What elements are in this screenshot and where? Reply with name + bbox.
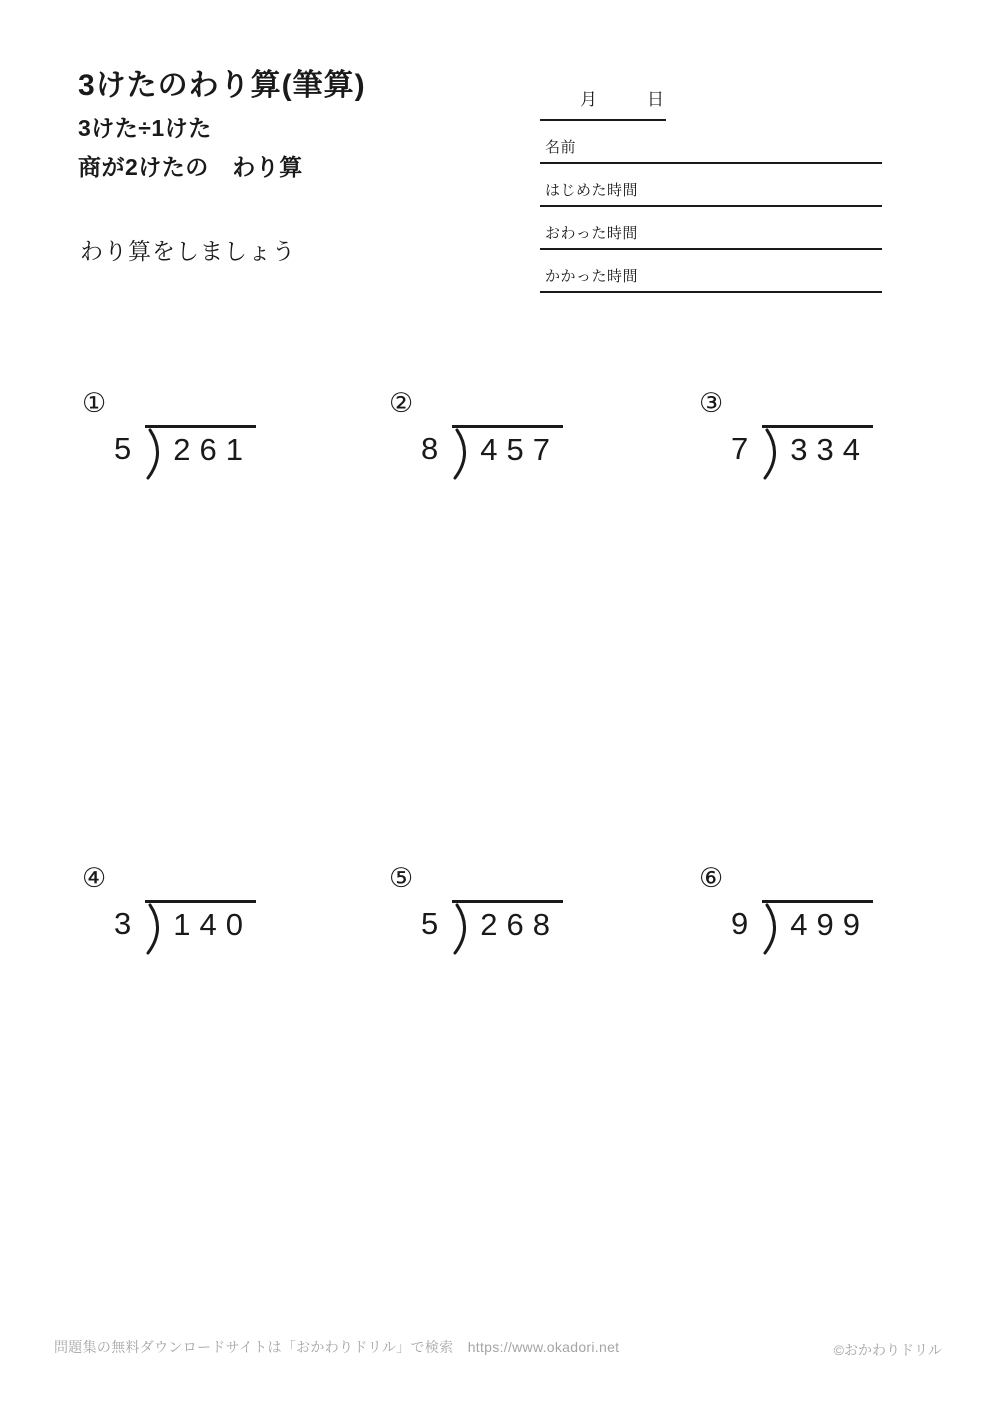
problem-2 [389, 390, 619, 480]
month-label: 月 [580, 90, 597, 109]
subtitle-quotient: 商が2けたの わり算 [78, 153, 303, 180]
division-paren-icon [452, 903, 472, 955]
division-bracket [145, 900, 256, 955]
problem-1 [82, 390, 312, 480]
problem-4-number: ④ [82, 863, 107, 893]
division-paren-icon [145, 428, 165, 480]
problem-4 [82, 865, 312, 955]
footer-site-info: 問題集の無料ダウンロードサイトは「おかわりドリル」で検索 https://www.okadori.net [54, 1339, 620, 1355]
division-bracket [145, 425, 256, 480]
problem-6 [699, 865, 929, 955]
problem-3-divisor: 7 [731, 431, 749, 466]
elapsed-time-label: かかった時間 [545, 268, 639, 285]
division-paren-icon [452, 428, 472, 480]
problem-2-divisor: 8 [421, 431, 439, 466]
problem-5-divisor: 5 [421, 906, 439, 941]
problem-1-dividend: 261 [173, 431, 252, 467]
division-paren-icon [762, 903, 782, 955]
name-time-form [540, 78, 882, 293]
day-label: 日 [647, 90, 664, 109]
problem-1-number: ① [82, 388, 107, 418]
date-field [540, 78, 666, 121]
division-bracket [452, 900, 563, 955]
problem-6-number: ⑥ [699, 863, 724, 893]
problem-5-dividend: 268 [480, 906, 559, 942]
elapsed-time-field [540, 250, 882, 293]
problem-1-expression [114, 425, 312, 480]
problem-2-expression [421, 425, 619, 480]
start-time-field [540, 164, 882, 207]
division-paren-icon [762, 428, 782, 480]
problem-6-divisor: 9 [731, 906, 749, 941]
name-field [540, 121, 882, 164]
problem-3-expression [731, 425, 929, 480]
problem-5 [389, 865, 619, 955]
page-title: 3けたのわり算(筆算) [78, 69, 366, 102]
header [78, 68, 366, 181]
problem-1-divisor: 5 [114, 431, 132, 466]
problem-4-divisor: 3 [114, 906, 132, 941]
problem-3-dividend: 334 [790, 431, 869, 467]
division-bracket [762, 425, 873, 480]
problem-2-number: ② [389, 388, 414, 418]
problem-4-expression [114, 900, 312, 955]
problem-2-dividend: 457 [480, 431, 559, 467]
end-time-field [540, 207, 882, 250]
name-label: 名前 [545, 139, 577, 156]
problem-3 [699, 390, 929, 480]
problem-6-dividend: 499 [790, 906, 869, 942]
division-bracket [762, 900, 873, 955]
instruction-text: わり算をしましょう [80, 238, 296, 264]
problem-4-dividend: 140 [173, 906, 252, 942]
subtitle-digits: 3けた÷1けた [78, 115, 212, 141]
division-paren-icon [145, 903, 165, 955]
end-time-label: おわった時間 [545, 225, 638, 242]
division-bracket [452, 425, 563, 480]
problem-6-expression [731, 900, 929, 955]
footer-copyright: ©おかわりドリル [833, 1342, 942, 1358]
problem-5-expression [421, 900, 619, 955]
start-time-label: はじめた時間 [545, 182, 639, 199]
problem-3-number: ③ [699, 388, 724, 418]
problem-5-number: ⑤ [389, 863, 414, 893]
